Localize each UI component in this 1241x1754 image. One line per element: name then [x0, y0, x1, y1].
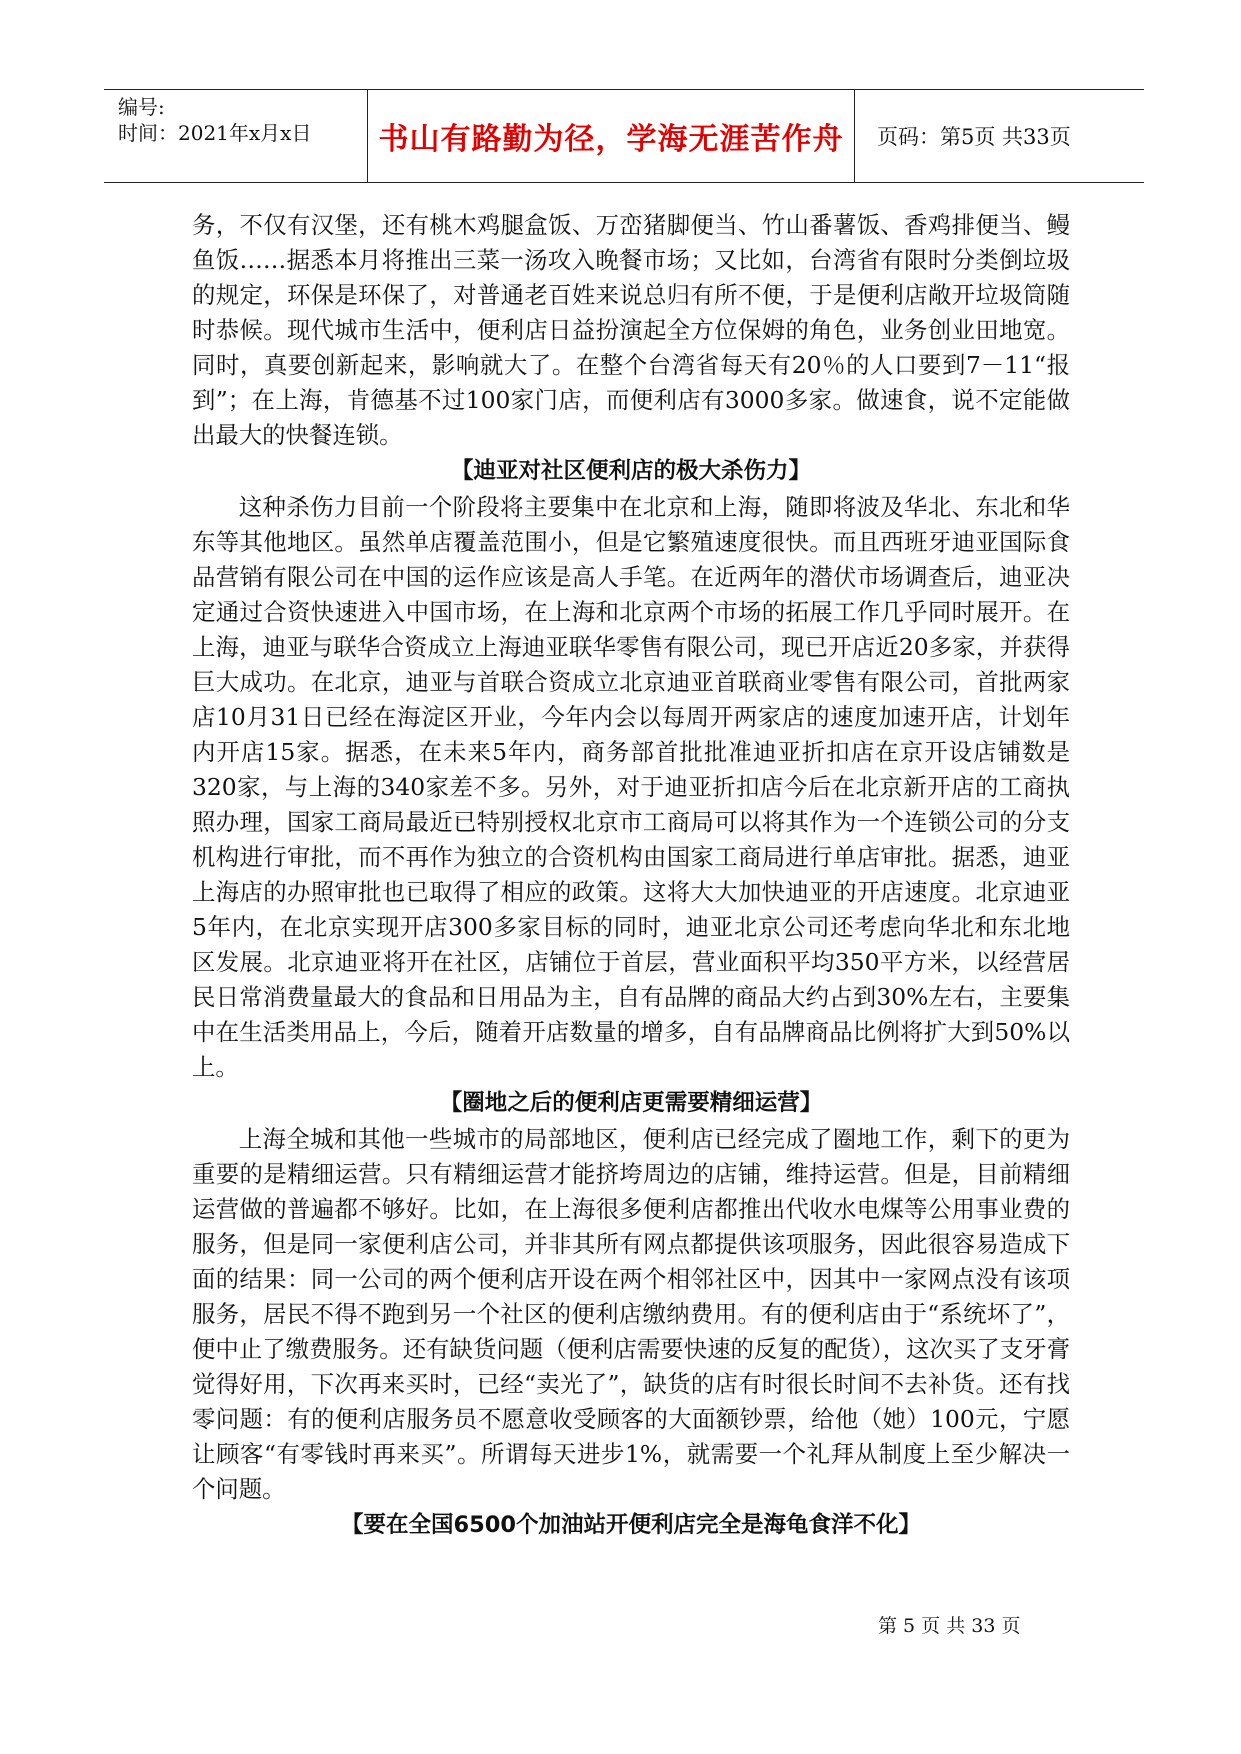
header-page-cell — [855, 90, 1144, 182]
section-heading-dia: 【迪亚对社区便利店的极大杀伤力】 — [450, 458, 811, 484]
document-header — [104, 89, 1144, 183]
section-heading-gas-stations: 【要在全国6500个加油站开便利店完全是海龟食洋不化】 — [340, 1512, 922, 1538]
date-label: 时间：2021年x月x日 — [118, 121, 312, 145]
header-page-info: 页码：第5页 共33页 — [877, 125, 1071, 149]
header-meta-cell — [104, 90, 368, 182]
motto-text: 书山有路勤为径，学海无涯苦作舟 — [378, 122, 844, 157]
paragraph-continued: 务，不仅有汉堡，还有桃木鸡腿盒饭、万峦猪脚便当、竹山番薯饭、香鸡排便当、鳗鱼饭……据悉本月将推出三菜一汤攻入晚餐市场；又比如，台湾省有限时分类倒垃圾的规定，环保是环保了，对普通老百姓来说总归有所不便，于是便利店敞开垃圾筒随时恭候。现代城市生活中，便利店日益扮演起全方位保姆的角色，业务创业田地宽。同时，真要创新起来，影响就大了。在整个台湾省每天有20％的人口要到7－11“报到”；在上海，肯德基不过100家门店，而便利店有3000多家。做速食，说不定能做出最大的快餐连锁。 — [192, 211, 1070, 449]
paragraph-dia: 这种杀伤力目前一个阶段将主要集中在北京和上海，随即将波及华北、东北和华东等其他地区。虽然单店覆盖范围小，但是它繁殖速度很快。而且西班牙迪亚国际食品营销有限公司在中国的运作应该是高人手笔。在近两年的潜伏市场调查后，迪亚决定通过合资快速进入中国市场，在上海和北京两个市场的拓展工作几乎同时展开。在上海，迪亚与联华合资成立上海迪亚联华零售有限公司，现已开店近20多家，并获得巨大成功。在北京，迪亚与首联合资成立北京迪亚首联商业零售有限公司，首批两家店10月31日已经在海淀区开业，今年内会以每周开两家店的速度加速开店，计划年内开店15家。据悉，在未来5年内，商务部首批批准迪亚折扣店在京开设店铺数是320家，与上海的340家差不多。另外，对于迪亚折扣店今后在北京新开店的工商执照办理，国家工商局最近已特别授权北京市工商局可以将其作为一个连锁公司的分支机构进行审批，而不再作为独立的合资机构由国家工商局进行单店审批。据悉，迪亚上海店的办照审批也已取得了相应的政策。这将大大加快迪亚的开店速度。北京迪亚5年内，在北京实现开店300多家目标的同时，迪亚北京公司还考虑向华北和东北地区发展。北京迪亚将开在社区，店铺位于首层，营业面积平均350平方米，以经营居民日常消费量最大的食品和日用品为主，自有品牌的商品大约占到30%左右，主要集中在生活类用品上，今后，随着开店数量的增多，自有品牌商品比例将扩大到50%以上。 — [192, 493, 1070, 1081]
section-heading-operations: 【圈地之后的便利店更需要精细运营】 — [439, 1090, 823, 1116]
header-motto-cell — [368, 90, 855, 182]
page-footer: 第 5 页 共 33 页 — [878, 1615, 1021, 1637]
document-body — [192, 208, 1070, 1544]
serial-number-label: 编号: — [118, 95, 165, 119]
paragraph-operations: 上海全城和其他一些城市的局部地区，便利店已经完成了圈地工作，剩下的更为重要的是精细运营。只有精细运营才能挤垮周边的店铺，维持运营。但是，目前精细运营做的普遍都不够好。比如，在上海很多便利店都推出代收水电煤等公用事业费的服务，但是同一家便利店公司，并非其所有网点都提供该项服务，因此很容易造成下面的结果：同一公司的两个便利店开设在两个相邻社区中，因其中一家网点没有该项服务，居民不得不跑到另一个社区的便利店缴纳费用。有的便利店由于“系统坏了”，便中止了缴费服务。还有缺货问题（便利店需要快速的反复的配货），这次买了支牙膏觉得好用，下次再来买时，已经“卖光了”，缺货的店有时很长时间不去补货。还有找零问题：有的便利店服务员不愿意收受顾客的大面额钞票，给他（她）100元，宁愿让顾客“有零钱时再来买”。所谓每天进步1%，就需要一个礼拜从制度上至少解决一个问题。 — [192, 1125, 1070, 1503]
